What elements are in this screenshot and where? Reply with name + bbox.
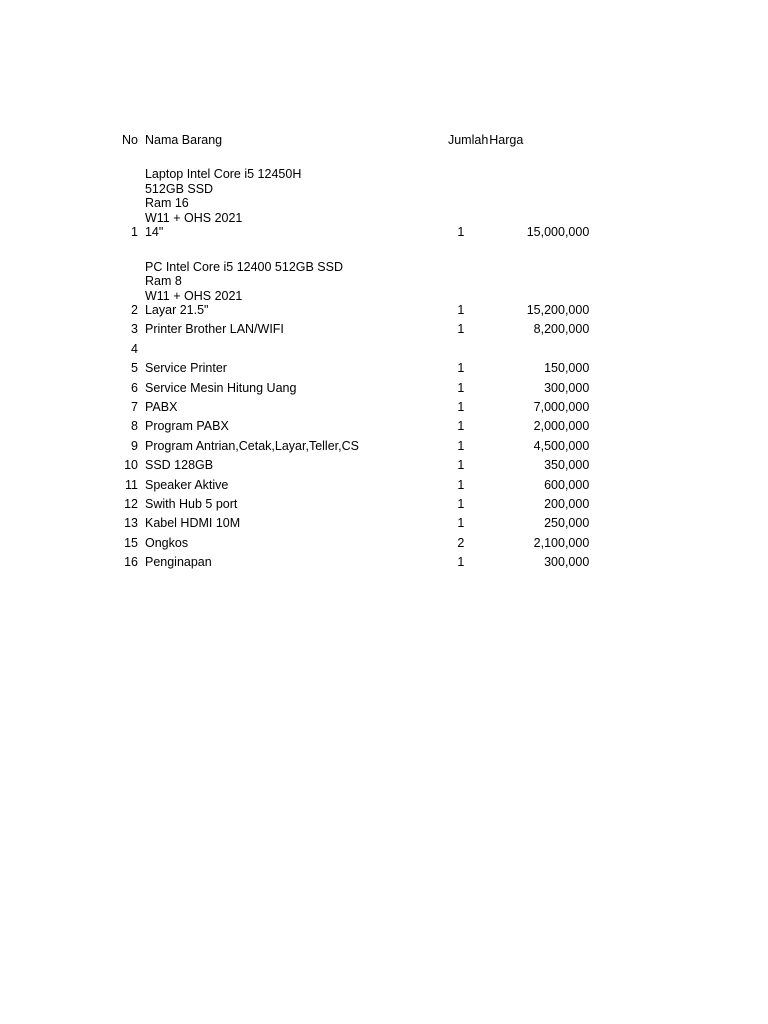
row-name-line: Laptop Intel Core i5 12450H — [144, 167, 302, 181]
row-price: 250,000 — [544, 516, 590, 531]
row-name-line: Layar 21.5" — [144, 303, 209, 317]
row-price: 2,000,000 — [533, 419, 590, 434]
table-row — [122, 414, 589, 433]
header-name: Nama Barang — [144, 132, 223, 147]
row-name — [144, 414, 394, 433]
row-name-line: PABX — [144, 399, 178, 414]
items-body — [122, 147, 589, 570]
table-row — [122, 434, 589, 453]
row-name — [144, 395, 394, 414]
row-qty: 1 — [457, 458, 465, 473]
table-row — [122, 531, 589, 550]
row-name-line: Ram 16 — [144, 196, 189, 210]
row-price: 300,000 — [544, 555, 590, 570]
table-row — [122, 356, 589, 375]
row-name — [144, 453, 394, 472]
spacer-row — [122, 147, 589, 167]
row-qty: 1 — [457, 380, 465, 395]
row-price: 15,200,000 — [526, 303, 590, 317]
table-row — [122, 167, 589, 240]
row-name — [144, 550, 394, 569]
row-no: 12 — [124, 496, 138, 511]
row-price: 150,000 — [544, 361, 590, 376]
row-qty: 1 — [457, 361, 465, 376]
row-name-line: SSD 128GB — [144, 458, 214, 473]
header-no: No — [122, 132, 138, 147]
row-no: 1 — [131, 225, 138, 239]
row-name-line: Penginapan — [144, 555, 212, 570]
row-price — [488, 337, 589, 356]
table-row — [122, 473, 589, 492]
row-name — [144, 167, 394, 240]
row-qty: 1 — [457, 225, 465, 239]
row-no: 5 — [131, 361, 138, 376]
table-row — [122, 511, 589, 530]
row-no: 4 — [131, 341, 138, 356]
row-name-line: Ram 8 — [144, 274, 182, 288]
items-table — [122, 127, 589, 570]
row-name-line: Ongkos — [144, 535, 189, 550]
table-row — [122, 260, 589, 318]
row-price: 600,000 — [544, 477, 590, 492]
table-row — [122, 395, 589, 414]
row-name-line: Program Antrian,Cetak,Layar,Teller,CS — [144, 438, 359, 453]
row-name-line: Swith Hub 5 port — [144, 496, 238, 511]
table-row — [122, 337, 589, 356]
row-name — [144, 356, 394, 375]
table-row — [122, 376, 589, 395]
row-name — [144, 376, 394, 395]
row-name — [144, 511, 394, 530]
row-price: 350,000 — [544, 458, 590, 473]
table-row — [122, 453, 589, 472]
row-no: 16 — [124, 555, 138, 570]
row-name-line: PC Intel Core i5 12400 512GB SSD — [144, 259, 344, 274]
row-price: 15,000,000 — [526, 225, 590, 239]
row-no: 7 — [131, 399, 138, 414]
row-name-line: Speaker Aktive — [144, 477, 229, 492]
row-price: 300,000 — [544, 380, 590, 395]
row-name-line: Program PABX — [144, 419, 229, 434]
row-qty: 1 — [457, 496, 465, 511]
row-name — [144, 318, 394, 337]
row-name — [144, 434, 394, 453]
spacer-row — [122, 240, 589, 260]
row-qty: 1 — [457, 438, 465, 453]
row-name — [144, 337, 394, 356]
row-name-line: Service Mesin Hitung Uang — [144, 380, 297, 395]
row-no: 9 — [131, 438, 138, 453]
row-no: 13 — [124, 516, 138, 531]
row-name — [144, 473, 394, 492]
row-name-line: 14" — [144, 225, 164, 239]
row-name-line: W11 + OHS 2021 — [144, 288, 243, 303]
row-no: 15 — [124, 535, 138, 550]
row-no: 6 — [131, 380, 138, 395]
row-name-line: Service Printer — [144, 361, 227, 376]
row-qty — [394, 337, 488, 356]
row-name — [144, 492, 394, 511]
row-qty: 1 — [457, 303, 465, 317]
row-price: 4,500,000 — [533, 438, 590, 453]
row-qty: 1 — [457, 516, 465, 531]
row-name — [144, 531, 394, 550]
row-name-line: Kabel HDMI 10M — [144, 516, 241, 531]
header-qty: Jumlah — [447, 132, 489, 147]
row-price: 200,000 — [544, 496, 590, 511]
row-price: 8,200,000 — [533, 322, 590, 337]
row-qty: 1 — [457, 555, 465, 570]
row-name-line: 512GB SSD — [144, 181, 214, 196]
row-qty: 1 — [457, 322, 465, 337]
row-qty: 1 — [457, 419, 465, 434]
row-no: 10 — [124, 458, 138, 473]
row-no: 11 — [125, 477, 138, 492]
row-no: 2 — [131, 303, 138, 317]
header-row — [122, 127, 589, 147]
header-price: Harga — [489, 132, 524, 147]
table-row — [122, 492, 589, 511]
row-qty: 1 — [457, 399, 465, 414]
row-price: 7,000,000 — [533, 399, 590, 414]
row-price: 2,100,000 — [533, 535, 590, 550]
row-name — [144, 260, 394, 318]
row-qty: 2 — [457, 535, 465, 550]
row-no: 3 — [131, 322, 138, 337]
table-row — [122, 318, 589, 337]
table-row — [122, 550, 589, 569]
row-name-line: W11 + OHS 2021 — [144, 210, 243, 225]
row-no: 8 — [131, 419, 138, 434]
row-name-line: Printer Brother LAN/WIFI — [144, 322, 284, 337]
row-qty: 1 — [457, 477, 465, 492]
